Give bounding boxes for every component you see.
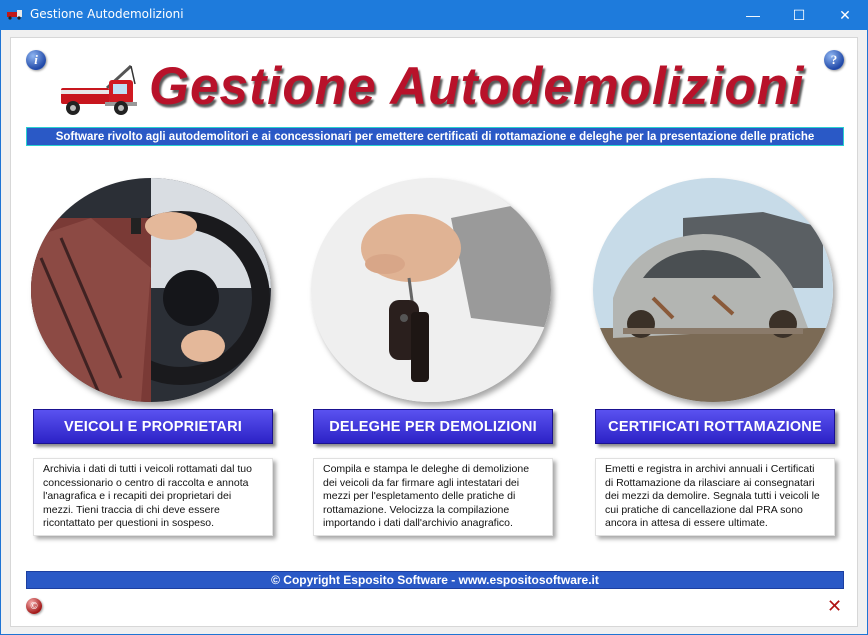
app-title: Gestione Autodemolizioni xyxy=(149,57,805,116)
deleghe-demolizioni-button[interactable]: DELEGHE PER DEMOLIZIONI xyxy=(313,409,553,444)
truck-app-icon xyxy=(7,8,23,20)
copyright-bar[interactable]: © Copyright Esposito Software - www.espositosoftware.it xyxy=(26,571,844,589)
main-panel xyxy=(10,37,858,627)
car-keys-icon xyxy=(311,178,551,402)
certificati-rottamazione-button[interactable]: CERTIFICATI ROTTAMAZIONE xyxy=(595,409,835,444)
subtitle-bar: Software rivolto agli autodemolitori e ai concessionari per emettere certificati di rottamazione e deleghe per la presentazione delle pratiche xyxy=(26,127,844,146)
close-button[interactable] xyxy=(822,0,868,30)
minimize-icon: — xyxy=(746,7,760,23)
driver-photo[interactable] xyxy=(31,178,271,402)
veicoli-description: Archivia i dati di tutti i veicoli rottamati dal tuo concessionario o centro di raccolta e annota l'anagrafica e i recapiti dei proprietari dei mezzi. Tieni traccia di chi deve essere ricontattato per questioni in sospeso. xyxy=(33,458,273,536)
deleghe-description: Compila e stampa le deleghe di demolizione dei veicoli da far firmare agli intestatari dei mezzi per l'espletamento delle pratiche di rottamazione. Velocizza la compilazione importando i dati dall'archivio anagrafico. xyxy=(313,458,553,536)
exit-icon[interactable]: ✕ xyxy=(827,596,843,617)
keys-photo[interactable] xyxy=(311,178,551,402)
help-icon[interactable] xyxy=(824,50,844,70)
close-icon: ✕ xyxy=(839,6,851,23)
driver-steering-wheel-icon xyxy=(31,178,271,402)
copyright-icon-glyph: © xyxy=(30,600,38,612)
client-area xyxy=(1,30,867,634)
info-icon-glyph: i xyxy=(34,52,38,67)
veicoli-proprietari-button[interactable]: VEICOLI E PROPRIETARI xyxy=(33,409,273,444)
copyright-icon[interactable] xyxy=(26,598,42,614)
help-icon-glyph: ? xyxy=(830,52,838,67)
scrapped-car-icon xyxy=(593,178,833,402)
maximize-button[interactable] xyxy=(776,0,822,30)
certificati-description: Emetti e registra in archivi annuali i Certificati di Rottamazione da rilasciare ai consegnatari dei mezzi da demolire. Segnala tutti i veicoli le cui pratiche di cancellazione dal PRA sono ancora in attesa di essere ultimate. xyxy=(595,458,835,536)
minimize-button[interactable] xyxy=(730,0,776,30)
info-icon[interactable] xyxy=(26,50,46,70)
scrapped-car-photo[interactable] xyxy=(593,178,833,402)
title-bar[interactable] xyxy=(0,0,868,30)
window-title: Gestione Autodemolizioni xyxy=(30,7,184,21)
tow-truck-logo-icon xyxy=(57,60,139,120)
maximize-icon: ☐ xyxy=(792,6,806,23)
